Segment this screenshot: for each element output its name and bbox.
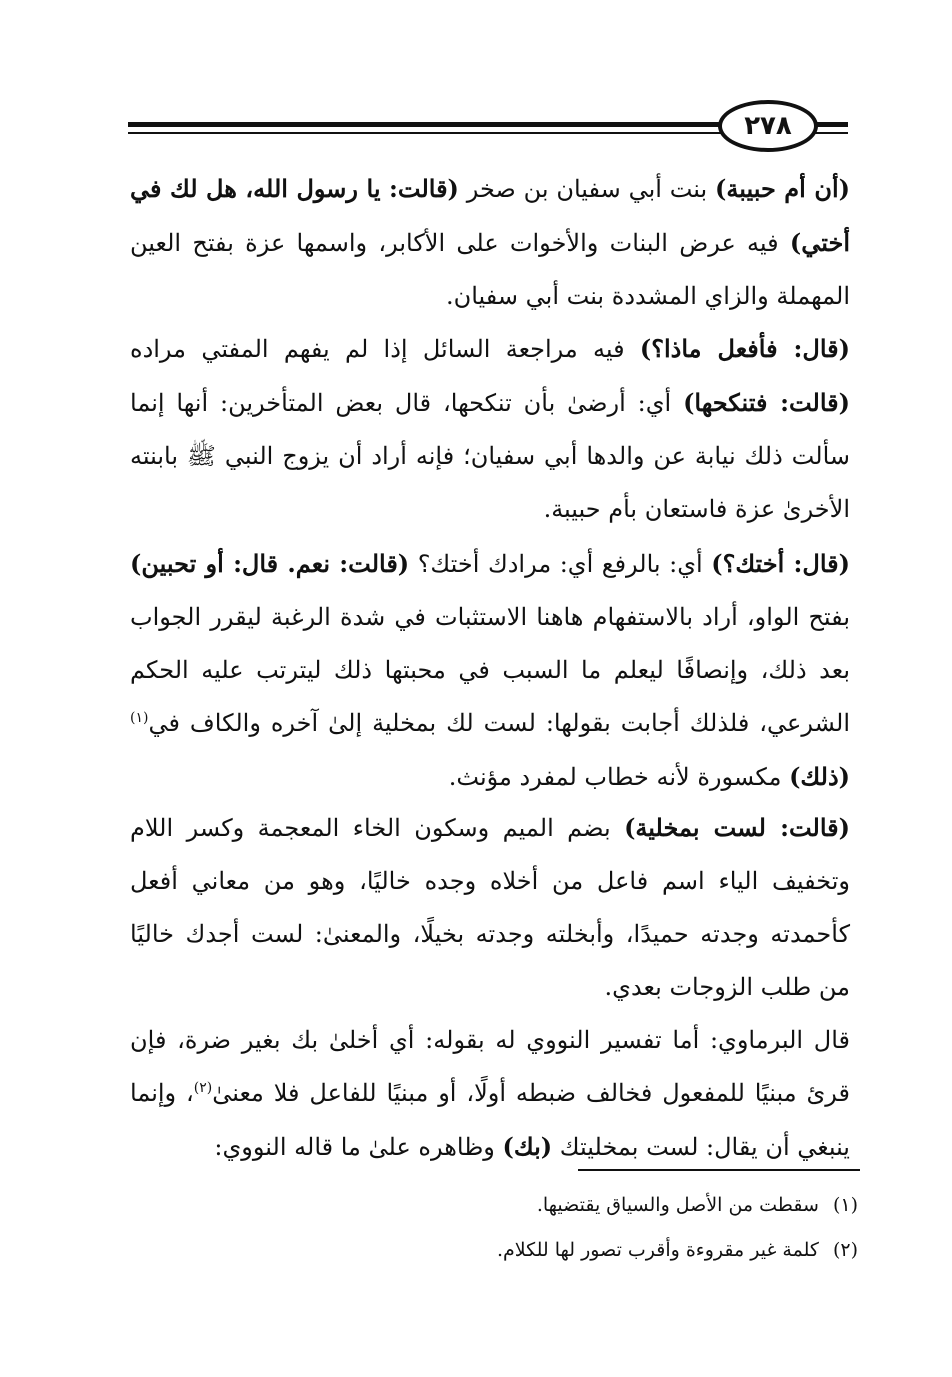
bold-text-segment: (قالت: يا رسول الله، هل لك في أختي) xyxy=(130,174,851,257)
bold-text-segment: (قالت: فتنكحها) xyxy=(683,388,850,417)
footnote-marker: (٢) xyxy=(193,1080,213,1096)
paragraph-2 xyxy=(130,322,850,536)
bold-text-segment: (أن أم حبيبة) xyxy=(715,174,850,203)
text-segment: مكسورة لأنه خطاب لمفرد مؤنث. xyxy=(448,763,790,791)
bold-text-segment: (ذلك) xyxy=(789,762,850,791)
footnote-number: (٢) xyxy=(832,1239,858,1261)
page-number: ٢٧٨ xyxy=(744,111,792,141)
text-segment: بضم الميم وسكون الخاء المعجمة وكسر اللام وتخفيف الياء اسم فاعل من أخلاه وجده خاليًا، وهو من معاني أفعل كأحمدته وجدته حميدًا، وأبخلته وجدته بخيلًا، والمعنىٰ: لست أجدك خاليًا من طلب الزوجات بعدي. xyxy=(130,814,850,1001)
text-segment: قال البرماوي: أما تفسير النووي له بقوله: أي أخلىٰ بك بغير ضرة، فإن قرئ مبنيًا للمفعول فخالف ضبطه أولًا، أو مبنيًا للفاعل فلا معنىٰ xyxy=(130,1026,850,1107)
paragraph-4 xyxy=(130,801,850,1014)
footnote-number: (١) xyxy=(832,1194,858,1216)
footnote-1 xyxy=(130,1190,858,1220)
bold-text-segment: (قال: أختك؟) xyxy=(711,549,850,578)
footnote-text: سقطت من الأصل والسياق يقتضيها. xyxy=(536,1194,819,1216)
text-segment: أي: أرضىٰ بأن تنكحها، قال بعض المتأخرين: أنها إنما سألت ذلك نيابة عن والدها أبي سفيان؛ فإنه أراد أن يزوج النبي ﷺ بابنته الأخرىٰ عزة فاستعان بأم حبيبة. xyxy=(130,389,850,523)
text-segment: وظاهره علىٰ ما قاله النووي: xyxy=(214,1133,503,1161)
page-number-badge xyxy=(718,100,818,152)
bold-text-segment: (بك) xyxy=(502,1132,553,1161)
paragraph-3 xyxy=(130,537,850,804)
text-segment: فيه عرض البنات والأخوات على الأكابر، واسمها عزة بفتح العين المهملة والزاي المشددة بنت أبي سفيان. xyxy=(130,229,850,310)
bold-text-segment: (قال: فأفعل ماذا؟) xyxy=(639,334,850,363)
bold-text-segment: (قالت: نعم. قال: أو تحبين) xyxy=(130,549,410,578)
paragraph-5 xyxy=(130,1014,850,1174)
footnote-text: كلمة غير مقروءة وأقرب تصور لها للكلام. xyxy=(496,1239,819,1261)
footnote-2 xyxy=(130,1235,858,1265)
footnote-divider xyxy=(578,1169,860,1171)
text-segment: ، وإنما ينبغي أن يقال: لست بمخليتك xyxy=(130,1079,850,1161)
paragraph-1 xyxy=(130,162,850,323)
text-segment: فيه مراجعة السائل إذا لم يفهم المفتي مراده xyxy=(130,335,640,363)
text-segment: بفتح الواو، أراد بالاستفهام هاهنا الاستثبات في شدة الرغبة ليقرر الجواب بعد ذلك، وإنصافًا ليعلم ما السبب في محبتها ذلك ليترتب عليه الحكم الشرعي، فلذلك أجابت بقولها: لست لك بمخلية إلىٰ آخره والكاف في xyxy=(130,603,851,737)
bold-text-segment: (قالت: لست بمخلية) xyxy=(624,813,850,842)
text-segment: أي: بالرفع أي: مرادك أختك؟ xyxy=(409,550,712,578)
text-segment: بنت أبي سفيان بن صخر xyxy=(458,175,715,203)
footnote-marker: (١) xyxy=(130,710,149,726)
